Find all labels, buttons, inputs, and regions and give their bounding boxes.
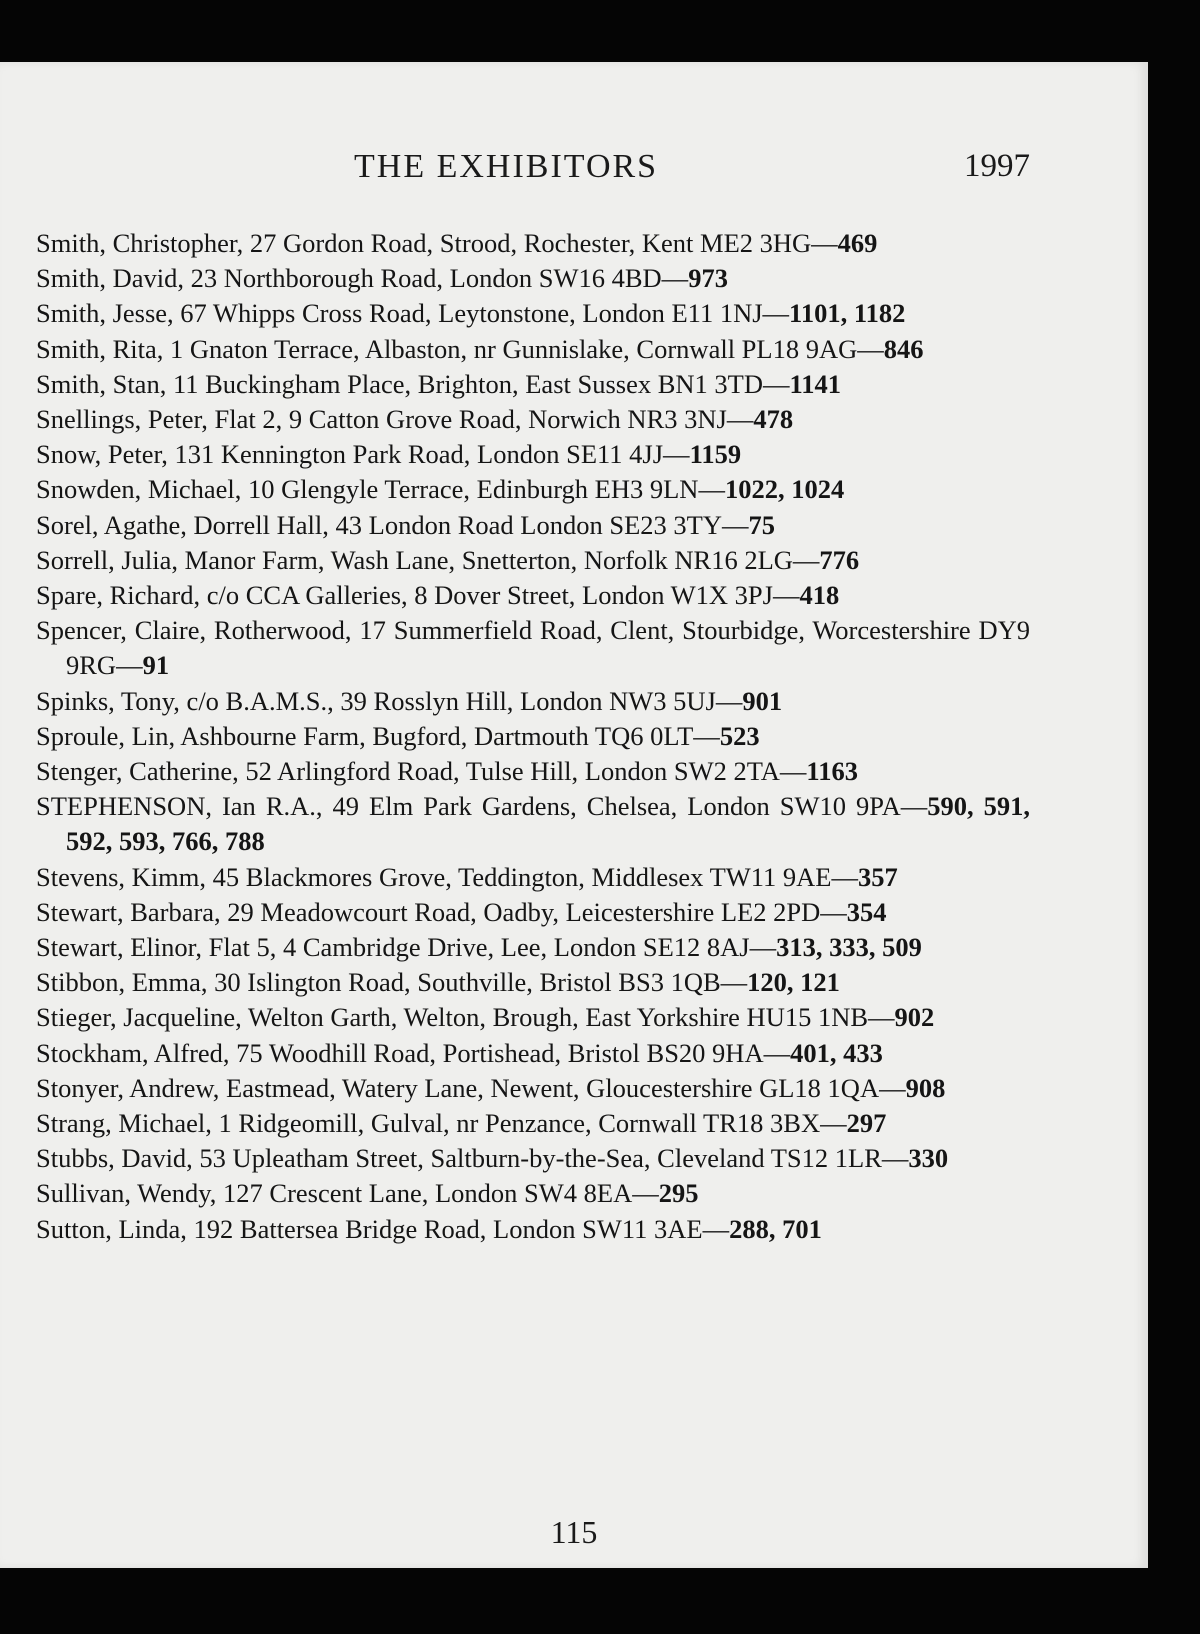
entry-numbers: 330 <box>908 1143 949 1174</box>
entry-numbers: 288, 701 <box>729 1213 822 1244</box>
entry-numbers: 1101, 1182 <box>789 298 906 329</box>
exhibitor-entry <box>36 789 1030 859</box>
entry-text: Stieger, Jacqueline, Welton Garth, Welton, Brough, East Yorkshire HU15 1NB— <box>36 1002 895 1033</box>
entry-numbers: 478 <box>753 404 794 435</box>
entry-numbers: 295 <box>658 1178 699 1209</box>
entry-numbers: 469 <box>837 228 878 258</box>
entry-numbers: 313, 333, 509 <box>776 932 922 963</box>
exhibitor-entry <box>36 1212 1030 1247</box>
entry-text: Sullivan, Wendy, 127 Crescent Lane, London SW4 8EA— <box>36 1178 659 1209</box>
entry-numbers: 401, 433 <box>790 1037 883 1068</box>
entry-text: Stewart, Elinor, Flat 5, 4 Cambridge Drive, Lee, London SE12 8AJ— <box>36 932 777 963</box>
entry-text: Sorrell, Julia, Manor Farm, Wash Lane, Snetterton, Norfolk NR16 2LG— <box>36 544 820 575</box>
entry-numbers: 1159 <box>689 439 742 470</box>
entry-numbers: 776 <box>819 544 860 575</box>
entry-numbers: 590, 591, 592, 593, 766, 788 <box>66 791 1031 857</box>
entry-text: Snow, Peter, 131 Kennington Park Road, London SE11 4JJ— <box>36 439 690 470</box>
entry-text: Spare, Richard, c/o CCA Galleries, 8 Dover Street, London W1X 3PJ— <box>36 580 800 611</box>
exhibitor-entry <box>36 965 1030 1000</box>
page-number: 115 <box>550 1514 598 1550</box>
exhibitor-list <box>36 226 1030 1247</box>
entry-text: STEPHENSON, Ian R.A., 49 Elm Park Gardens, Chelsea, London SW10 9PA— <box>36 791 928 822</box>
entry-text: Snowden, Michael, 10 Glengyle Terrace, Edinburgh EH3 9LN— <box>36 474 725 505</box>
entry-text: Smith, Rita, 1 Gnaton Terrace, Albaston, nr Gunnislake, Cornwall PL18 9AG— <box>36 333 884 364</box>
exhibitor-entry <box>36 437 1030 472</box>
exhibitor-entry <box>36 508 1030 543</box>
entry-numbers: 523 <box>719 720 760 751</box>
exhibitor-entry <box>36 332 1030 367</box>
entry-numbers: 75 <box>748 509 775 540</box>
entry-text: Smith, Jesse, 67 Whipps Cross Road, Leytonstone, London E11 1NJ— <box>36 298 790 329</box>
entry-numbers: 120, 121 <box>747 967 840 998</box>
running-header <box>0 148 1148 188</box>
entry-text: Stibbon, Emma, 30 Islington Road, Southville, Bristol BS3 1QB— <box>36 967 748 998</box>
exhibitor-entry <box>36 684 1030 719</box>
entry-text: Stewart, Barbara, 29 Meadowcourt Road, Oadby, Leicestershire LE2 2PD— <box>36 896 847 927</box>
entry-text: Snellings, Peter, Flat 2, 9 Catton Grove Road, Norwich NR3 3NJ— <box>36 404 754 435</box>
exhibitor-entry <box>36 296 1030 331</box>
exhibitor-entry <box>36 613 1030 683</box>
exhibitor-entry <box>36 1106 1030 1141</box>
entry-numbers: 1022, 1024 <box>724 474 845 505</box>
book-page <box>0 62 1148 1568</box>
exhibitor-entry <box>36 1000 1030 1035</box>
entry-numbers: 902 <box>894 1002 935 1033</box>
exhibitor-entry <box>36 1036 1030 1071</box>
exhibitor-entry <box>36 860 1030 895</box>
entry-text: Stevens, Kimm, 45 Blackmores Grove, Teddington, Middlesex TW11 9AE— <box>36 861 858 892</box>
entry-numbers: 908 <box>905 1072 946 1103</box>
entry-numbers: 846 <box>883 333 924 364</box>
entry-numbers: 973 <box>688 263 728 294</box>
entry-numbers: 354 <box>846 896 887 927</box>
exhibitor-entry <box>36 1071 1030 1106</box>
entry-numbers: 297 <box>846 1108 887 1139</box>
entry-text: Stonyer, Andrew, Eastmead, Watery Lane, Newent, Gloucestershire GL18 1QA— <box>36 1072 906 1103</box>
entry-text: Stubbs, David, 53 Upleatham Street, Saltburn-by-the-Sea, Cleveland TS12 1LR— <box>36 1143 909 1174</box>
exhibitor-entry <box>36 578 1030 613</box>
exhibitor-entry <box>36 226 1030 261</box>
entry-text: Sproule, Lin, Ashbourne Farm, Bugford, Dartmouth TQ6 0LT— <box>36 720 720 751</box>
exhibitor-entry <box>36 472 1030 507</box>
entry-text: Strang, Michael, 1 Ridgeomill, Gulval, nr Penzance, Cornwall TR18 3BX— <box>36 1108 847 1139</box>
exhibitor-entry <box>36 367 1030 402</box>
exhibitor-entry <box>36 543 1030 578</box>
entry-text: Spinks, Tony, c/o B.A.M.S., 39 Rosslyn Hill, London NW3 5UJ— <box>36 685 743 716</box>
entry-text: Stockham, Alfred, 75 Woodhill Road, Portishead, Bristol BS20 9HA— <box>36 1037 791 1068</box>
exhibitor-entry <box>36 719 1030 754</box>
exhibitor-entry <box>36 402 1030 437</box>
entry-text: Sutton, Linda, 192 Battersea Bridge Road, London SW11 3AE— <box>36 1213 730 1244</box>
exhibitor-entry <box>36 895 1030 930</box>
entry-text: Stenger, Catherine, 52 Arlingford Road, Tulse Hill, London SW2 2TA— <box>36 756 807 787</box>
header-year: 1997 <box>964 148 1030 184</box>
entry-numbers: 901 <box>742 685 783 716</box>
exhibitor-entry <box>36 1176 1030 1211</box>
page-title: THE EXHIBITORS <box>354 148 659 185</box>
entry-text: Spencer, Claire, Rotherwood, 17 Summerfield Road, Clent, Stourbidge, Worcestershire DY9 9RG— <box>36 615 1030 681</box>
exhibitor-entry <box>36 754 1030 789</box>
entry-text: Smith, David, 23 Northborough Road, London SW16 4BD— <box>36 263 689 294</box>
entry-numbers: 1163 <box>806 756 858 787</box>
entry-numbers: 91 <box>142 650 170 681</box>
entry-text: Sorel, Agathe, Dorrell Hall, 43 London Road London SE23 3TY— <box>36 509 749 540</box>
entry-numbers: 418 <box>799 580 840 611</box>
entry-numbers: 357 <box>858 861 898 892</box>
exhibitor-entry <box>36 930 1030 965</box>
exhibitor-entry <box>36 1141 1030 1176</box>
entry-text: Smith, Stan, 11 Buckingham Place, Brighton, East Sussex BN1 3TD— <box>36 368 790 399</box>
exhibitor-entry <box>36 261 1030 296</box>
entry-text: Smith, Christopher, 27 Gordon Road, Strood, Rochester, Kent ME2 3HG— <box>36 228 838 258</box>
entry-numbers: 1141 <box>789 368 842 399</box>
